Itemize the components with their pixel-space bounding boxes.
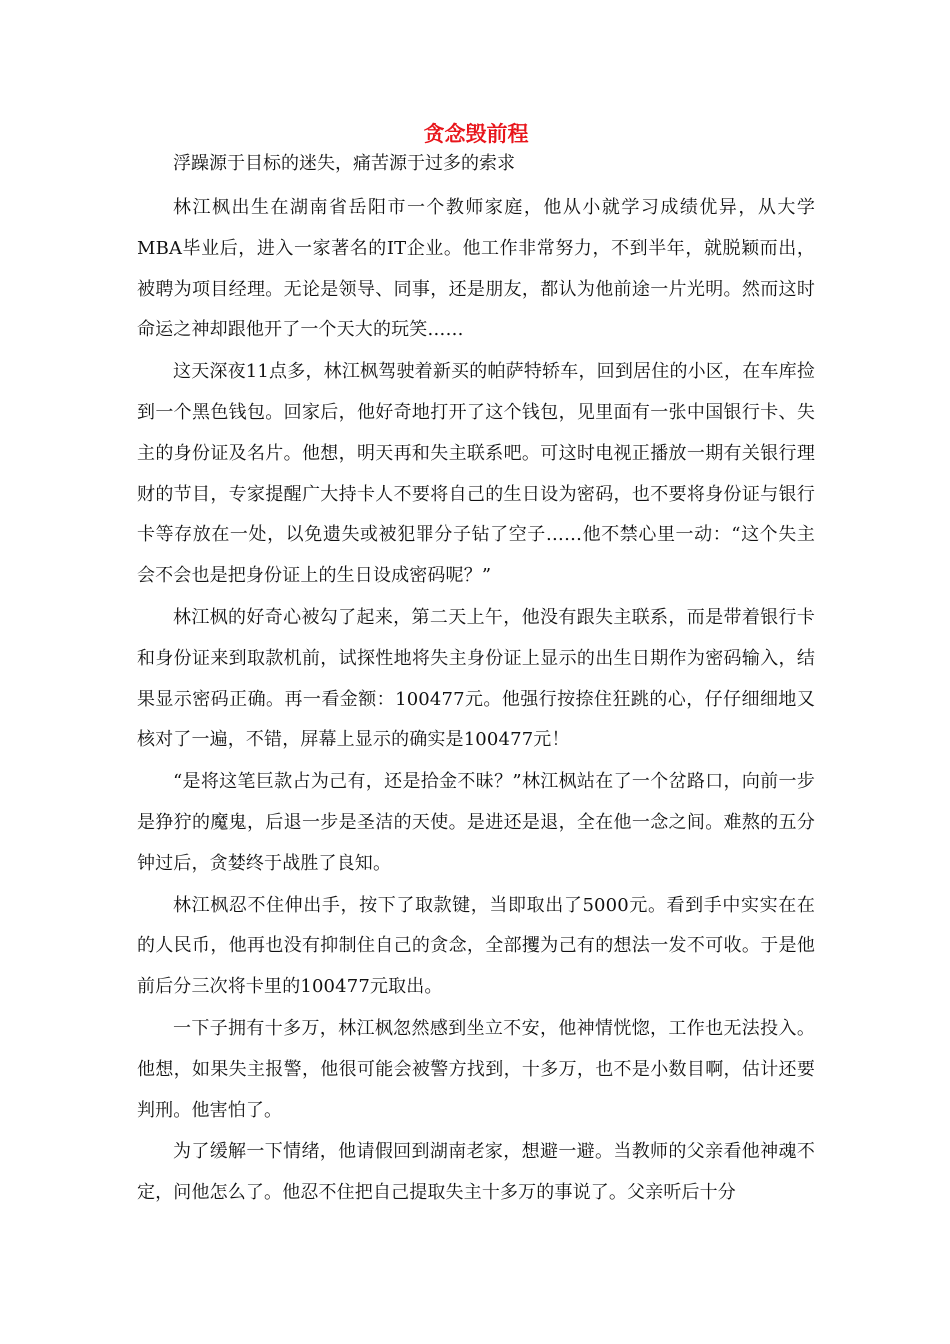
- document-page: [137, 118, 815, 1215]
- paragraph-3: 林江枫的好奇心被勾了起来，第二天上午，他没有跟失主联系，而是带着银行卡和身份证来到取款机前，试探性地将失主身份证上显示的出生日期作为密码输入，结果显示密码正确。再一看金额：100477元。他强行按捺住狂跳的心，仔仔细细地又核对了一遍，不错，屏幕上显示的确实是100477元！: [137, 606, 815, 751]
- paragraph-1: 林江枫出生在湖南省岳阳市一个教师家庭，他从小就学习成绩优异，从大学MBA毕业后，进入一家著名的IT企业。他工作非常努力，不到半年，就脱颖而出，被聘为项目经理。无论是领导、同事，还是朋友，都认为他前途一片光明。然而这时命运之神却跟他开了一个天大的玩笑……: [137, 197, 815, 341]
- paragraph-2: 这天深夜11点多，林江枫驾驶着新买的帕萨特轿车，回到居住的小区，在车库捡到一个黑色钱包。回家后，他好奇地打开了这个钱包，见里面有一张中国银行卡、失主的身份证及名片。他想，明天再和失主联系吧。可这时电视正播放一期有关银行理财的节目，专家提醒广大持卡人不要将自己的生日设为密码，也不要将身份证与银行卡等存放在一处，以免遗失或被犯罪分子钻了空子……他不禁心里一动：“这个失主会不会也是把身份证上的生日设成密码呢？”: [137, 361, 815, 587]
- paragraph-6: 一下子拥有十多万，林江枫忽然感到坐立不安，他神情恍惚，工作也无法投入。他想，如果失主报警，他很可能会被警方找到，十多万，也不是小数目啊，估计还要判刑。他害怕了。: [137, 1017, 815, 1121]
- paragraph-7: 为了缓解一下情绪，他请假回到湖南老家，想避一避。当教师的父亲看他神魂不定，问他怎么了。他忍不住把自己提取失主十多万的事说了。父亲听后十分: [137, 1141, 815, 1204]
- paragraph-5: 林江枫忍不住伸出手，按下了取款键，当即取出了5000元。看到手中实实在在的人民币，他再也没有抑制住自己的贪念，全部攫为己有的想法一发不可收。于是他前后分三次将卡里的100477元取出。: [137, 894, 815, 998]
- paragraph-4: “是将这笔巨款占为己有，还是拾金不昧？”林江枫站在了一个岔路口，向前一步是狰狞的魔鬼，后退一步是圣洁的天使。是进还是退，全在他一念之间。难熬的五分钟过后，贪婪终于战胜了良知。: [137, 771, 815, 874]
- document-subtitle: 浮躁源于目标的迷失，痛苦源于过多的索求: [173, 153, 515, 174]
- document-title: 贪念毁前程: [423, 121, 529, 146]
